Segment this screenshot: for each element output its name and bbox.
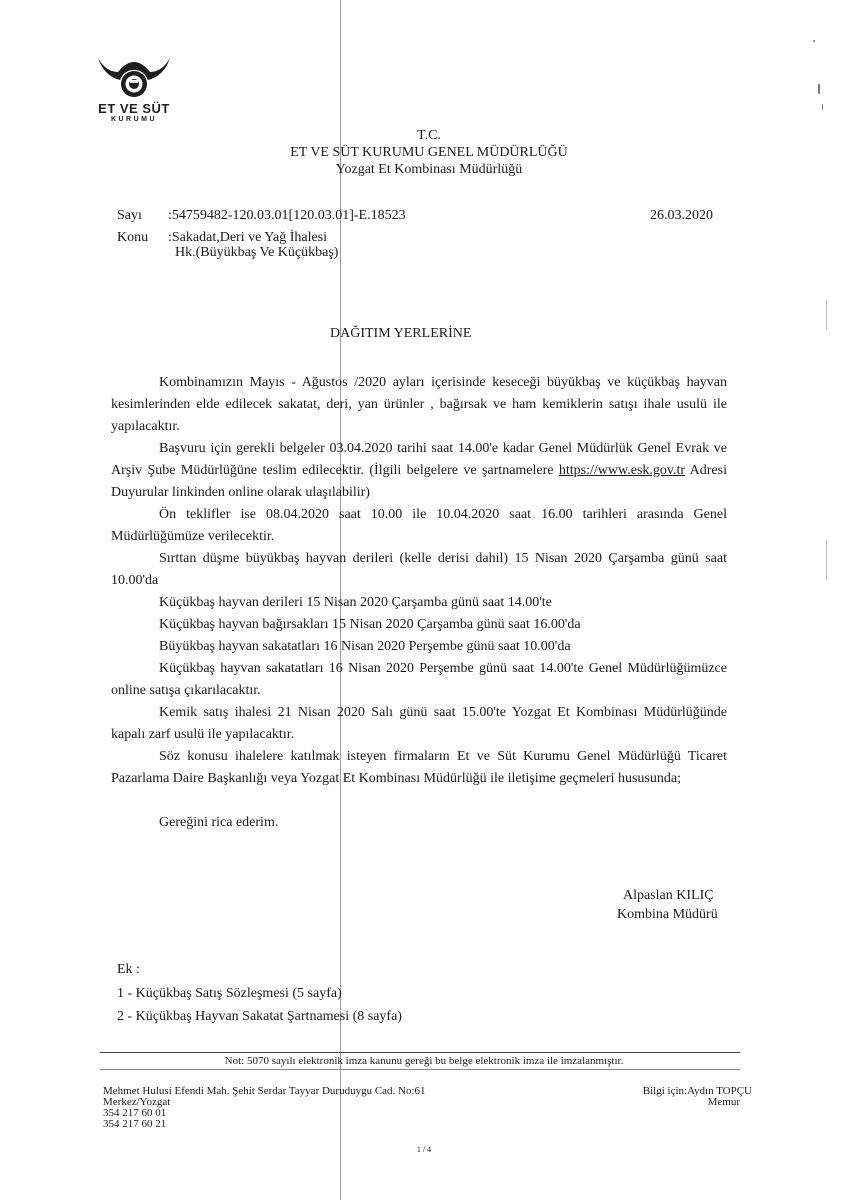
signatory-title: Kombina Müdürü xyxy=(617,907,718,922)
header-tc: T.C. xyxy=(417,128,441,143)
paragraph-2-text-end: Adresi Duyurular linkinden online olarak ulaşılabilir) xyxy=(111,463,727,500)
header-institution: ET VE SÜT KURUMU GENEL MÜDÜRLÜĞÜ xyxy=(290,145,568,160)
esk-website-link[interactable]: https://www.esk.gov.tr xyxy=(558,463,686,478)
attachment-item-2: 2 - Küçükbaş Hayvan Sakatat Şartnamesi (8 sayfa) xyxy=(117,1009,402,1024)
scan-speck xyxy=(813,40,815,42)
paragraph-2-text: Başvuru için gerekli belgeler 03.04.2020 tarihi saat 14.00'e kadar Genel Müdürlük Genel Evrak ve Arşiv Şube Müdürlüğüne teslim edilecektir. (İlgili belgelere ve şartnamelere xyxy=(111,441,727,478)
sayi-value: :54759482-120.03.01[120.03.01]-E.18523 xyxy=(168,208,406,223)
scan-speck xyxy=(822,104,823,110)
page-number: 1 / 4 xyxy=(416,1145,432,1154)
paragraph-10: Söz konusu ihalelere katılmak isteyen firmaların Et ve Süt Kurumu Genel Müdürlüğü Ticaret Pazarlama Daire Başkanlığı veya Yozgat Et Kombinası Müdürlüğü ile iletişime geçmeleri hususunda; xyxy=(111,749,727,786)
paragraph-8: Küçükbaş hayvan sakatatları 16 Nisan 2020 Perşembe günü saat 14.00'te Genel Müdürlüğümüzce online satışa çıkarılacaktır. xyxy=(111,661,727,698)
footer-address-line2: Merkez/Yozgat xyxy=(103,1096,171,1108)
konu-label: Konu xyxy=(117,230,149,245)
recipient-heading: DAĞITIM YERLERİNE xyxy=(330,326,472,341)
attachment-item-1: 1 - Küçükbaş Satış Sözleşmesi (5 sayfa) xyxy=(117,986,342,1001)
scan-speck xyxy=(818,84,820,94)
paragraph-4: Sırttan düşme büyükbaş hayvan derileri (kelle derisi dahil) 15 Nisan 2020 Çarşamba günü saat 10.00'da xyxy=(111,551,727,588)
footer-divider-2 xyxy=(100,1069,740,1070)
footer-address-line1: Mehmet Hulusi Efendi Mah. Şehit Serdar Tayyar Duruduygu Cad. No:61 xyxy=(103,1085,426,1097)
footer-contact-info: Bilgi için:Aydın TOPÇU xyxy=(642,1085,752,1097)
logo-subtext: KURUMU xyxy=(110,116,158,123)
header-department: Yozgat Et Kombinası Müdürlüğü xyxy=(335,162,523,177)
paragraph-3: Ön teklifler ise 08.04.2020 saat 10.00 ile 10.04.2020 saat 16.00 tarihleri arasında Genel Müdürlüğümüze verilecektir. xyxy=(111,507,727,544)
paragraph-1: Kombinamızın Mayıs - Ağustos /2020 ayları içerisinde keseceği büyükbaş ve küçükbaş hayvan kesimlerinden elde edilecek sakatat, deri, yan ürünler , bağırsak ve ham kemiklerin satışı ihale usulü ile yapılacaktır. xyxy=(111,375,727,434)
konu-value-line2: Hk.(Büyükbaş Ve Küçükbaş) xyxy=(175,245,339,260)
footer-phone-2: 354 217 60 21 xyxy=(103,1118,167,1130)
attachments-label: Ek : xyxy=(117,962,140,977)
paragraph-6: Küçükbaş hayvan bağırsakları 15 Nisan 2020 Çarşamba günü saat 16.00'da xyxy=(159,617,581,632)
paragraph-11: Gereğini rica ederim. xyxy=(159,815,279,830)
paragraph-2 xyxy=(111,438,727,504)
e-signature-note: Not: 5070 sayılı elektronik imza kanunu gereği bu belge elektronik imza ile imzalanmıştır. xyxy=(224,1055,624,1067)
document-date: 26.03.2020 xyxy=(650,208,713,223)
letter-body xyxy=(111,372,727,834)
paragraph-5: Küçükbaş hayvan derileri 15 Nisan 2020 Çarşamba günü saat 14.00'te xyxy=(159,595,552,610)
sayi-label: Sayı xyxy=(117,208,142,223)
footer-divider xyxy=(100,1052,740,1053)
konu-value-line1: :Sakadat,Deri ve Yağ İhalesi xyxy=(168,230,328,245)
footer-contact-title: Memur xyxy=(707,1096,740,1108)
logo-text: ET VE SÜT xyxy=(98,101,170,116)
paragraph-9: Kemik satış ihalesi 21 Nisan 2020 Salı günü saat 15.00'te Yozgat Et Kombinası Müdürlüğünde kapalı zarf usulü ile yapılacaktır. xyxy=(111,705,727,742)
signatory-name: Alpaslan KILIÇ xyxy=(623,888,714,903)
scan-speck xyxy=(826,300,827,330)
scan-speck xyxy=(826,540,827,580)
footer-phone-1: 354 217 60 01 xyxy=(103,1107,167,1119)
paragraph-7: Büyükbaş hayvan sakatatları 16 Nisan 2020 Perşembe günü saat 10.00'da xyxy=(159,639,571,654)
